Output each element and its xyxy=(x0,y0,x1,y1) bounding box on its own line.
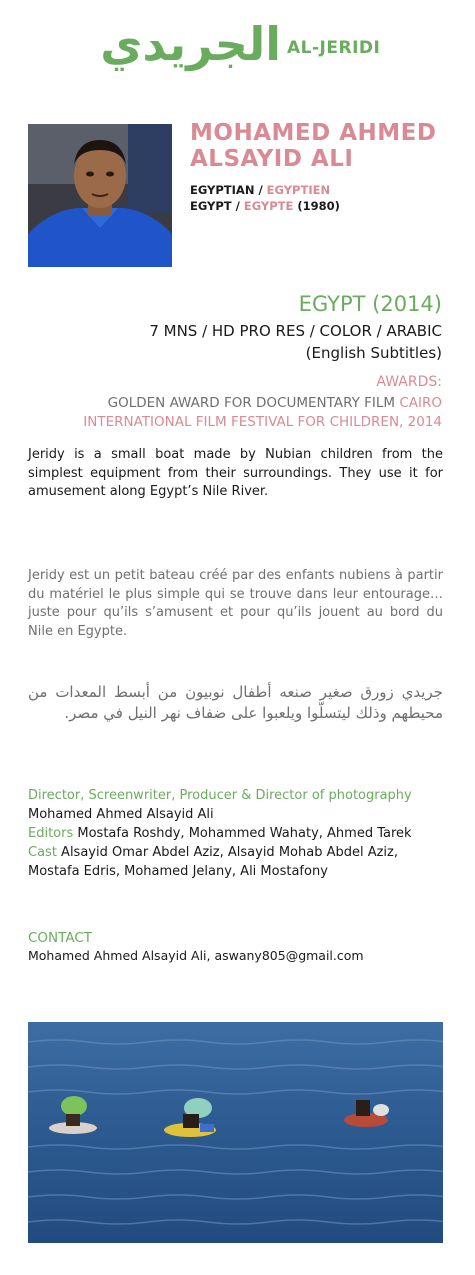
credit-role-editors: Editors xyxy=(28,826,74,841)
credit-role-director: Director, Screenwriter, Producer & Director of photography xyxy=(28,788,412,803)
contact-label: CONTACT xyxy=(28,930,93,946)
award-festival: CAIRO INTERNATIONAL FILM FESTIVAL FOR CHILDREN, 2014 xyxy=(83,395,442,430)
credit-role-cast: Cast xyxy=(28,845,57,860)
director-name-line1: MOHAMED AHMED xyxy=(190,120,437,146)
film-still-photo xyxy=(28,1022,443,1243)
awards-label: AWARDS: xyxy=(376,374,442,390)
synopsis-english: Jeridy is a small boat made by Nubian children from the simplest equipment from their surroundings. They use it for amusement along Egypt’s Nile River. xyxy=(28,447,443,499)
arabic-title: الجريدي xyxy=(100,17,281,71)
birth-year: (1980) xyxy=(297,199,340,213)
country-line xyxy=(190,198,340,214)
credit-person-cast: Alsayid Omar Abdel Aziz, Alsayid Mohab Abdel Aziz, Mostafa Edris, Mohamed Jelany, Ali Mostafony xyxy=(28,845,399,879)
separator: / xyxy=(254,183,267,197)
credits xyxy=(28,786,443,881)
nationality-line xyxy=(190,182,330,198)
award-name: GOLDEN AWARD FOR DOCUMENTARY FILM xyxy=(107,395,400,411)
specs-line: 7 MNS / HD PRO RES / COLOR / ARABIC xyxy=(149,322,442,340)
credit-person-director: Mohamed Ahmed Alsayid Ali xyxy=(28,807,214,822)
film-specs xyxy=(22,320,442,364)
director-name-line2: ALSAYID ALI xyxy=(190,146,354,172)
director-name xyxy=(190,120,450,172)
english-title: AL-JERIDI xyxy=(287,38,381,58)
nationality-en: EGYPTIAN xyxy=(190,183,255,197)
country-fr: EGYPTE xyxy=(243,199,294,213)
film-country-year: EGYPT (2014) xyxy=(298,292,442,316)
award-text xyxy=(22,394,442,432)
country-en: EGYPT xyxy=(190,199,232,213)
credit-person-editors: Mostafa Roshdy, Mohammed Wahaty, Ahmed Tarek xyxy=(73,826,412,841)
separator: / xyxy=(231,199,244,213)
contact-text: Mohamed Ahmed Alsayid Ali, aswany805@gmail.com xyxy=(28,948,364,963)
synopsis-arabic: جريدي زورق صغير صنعه أطفال نوبيون من أبسط المعدات من محيطهم وذلك ليتسلّوا ويلعبوا على ضفاف نهر النيل في مصر. xyxy=(28,683,443,722)
subtitles-line: (English Subtitles) xyxy=(305,344,442,362)
director-portrait xyxy=(28,124,172,267)
synopsis-french: Jeridy est un petit bateau créé par des enfants nubiens à partir du matériel le plus simple qui se trouve dans leur entourage… juste pour qu’ils s’amusent et pour qu’ils jouent au bord du Nile en Egypte. xyxy=(28,568,443,639)
nationality-fr: EGYPTIEN xyxy=(266,183,331,197)
